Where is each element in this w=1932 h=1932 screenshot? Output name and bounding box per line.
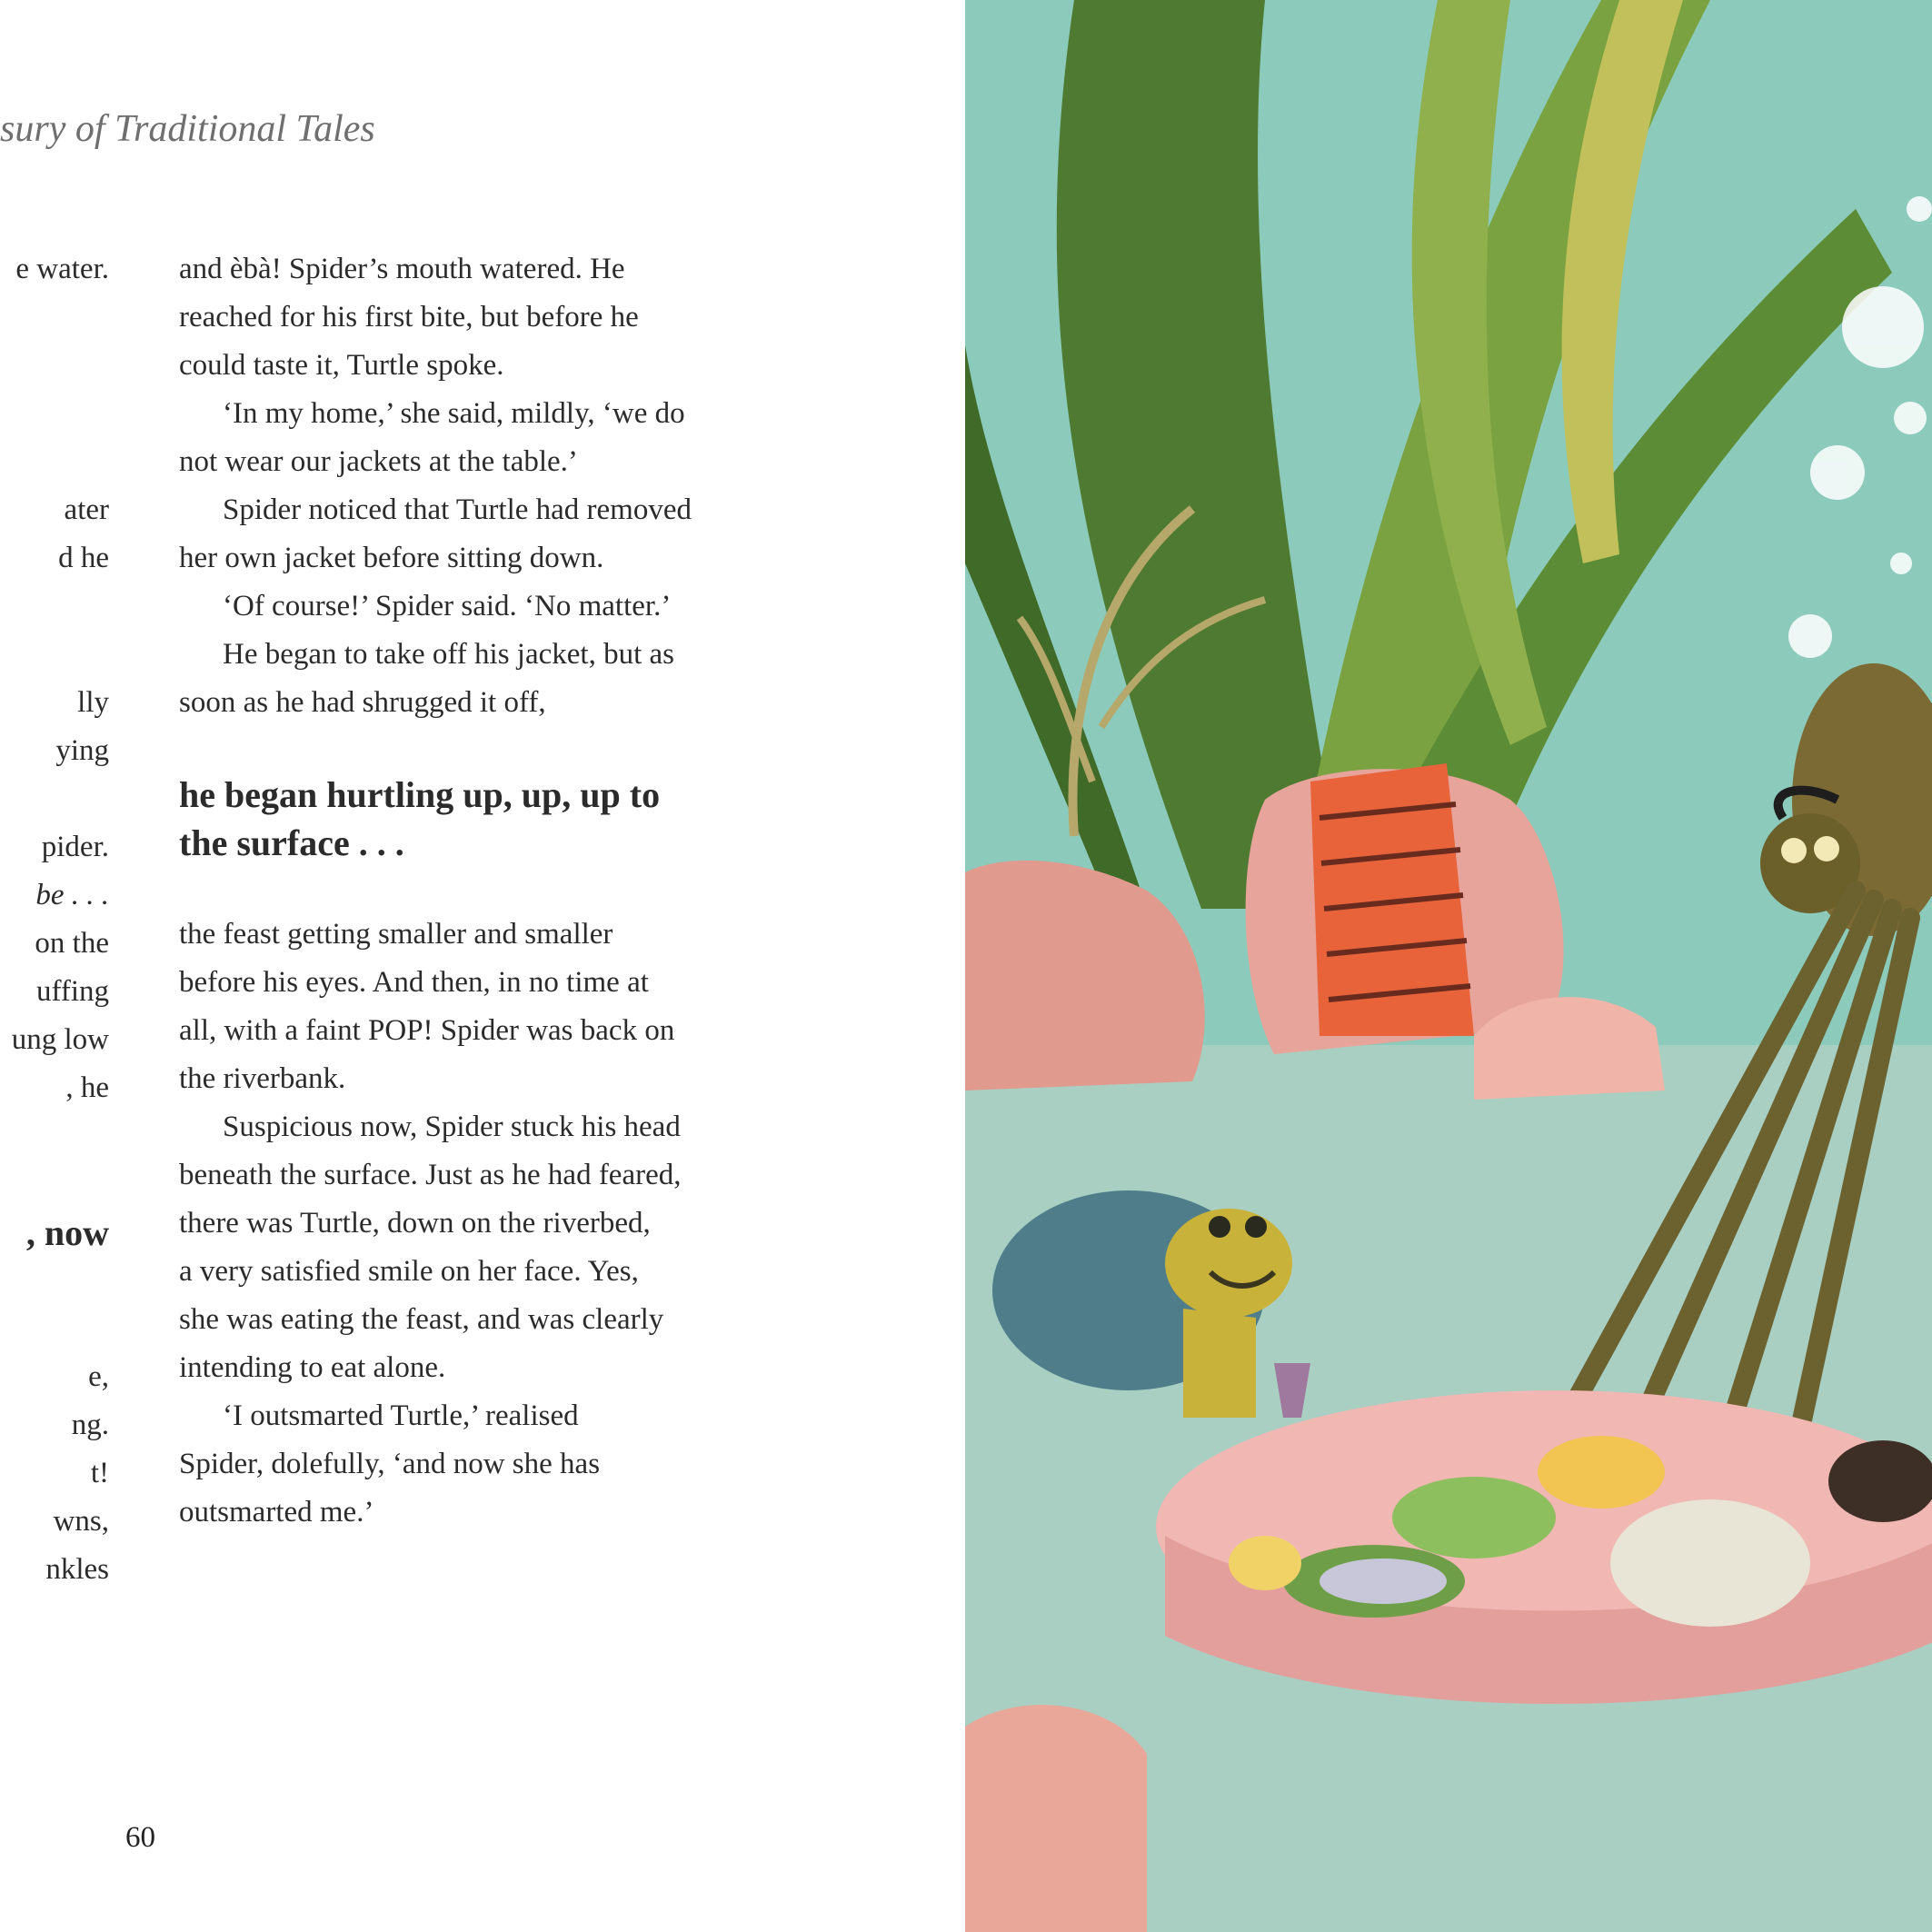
- text-line: Suspicious now, Spider stuck his head: [223, 1110, 681, 1143]
- text-line: intending to eat alone.: [179, 1351, 446, 1384]
- callout-line: he began hurtling up, up, up to: [179, 774, 661, 815]
- fragment-line: [0, 342, 109, 390]
- fragment-line: ng.: [71, 1409, 109, 1441]
- right-column-text: [179, 245, 761, 1537]
- text-line: ‘I outsmarted Turtle,’ realised: [223, 1399, 579, 1432]
- fragment-line: pider.: [41, 831, 109, 863]
- paragraph: [179, 583, 761, 631]
- fragment-line: be . . .: [35, 879, 109, 911]
- text-line: there was Turtle, down on the riverbed,: [179, 1207, 651, 1240]
- text-line: He began to take off his jacket, but as: [223, 638, 674, 671]
- paragraph: [179, 631, 761, 727]
- fragment-line: ater: [64, 493, 109, 526]
- fragment-line: wns,: [53, 1505, 109, 1538]
- fragment-line: uffing: [35, 975, 109, 1008]
- fragment-line: e water.: [15, 253, 109, 285]
- text-line: ‘Of course!’ Spider said. ‘No matter.’: [223, 590, 672, 622]
- text-line: the feast getting smaller and smaller: [179, 918, 613, 951]
- text-line: all, with a faint POP! Spider was back on: [179, 1014, 675, 1047]
- left-column-fragment: [0, 245, 109, 1594]
- fragment-line: , now: [25, 1212, 109, 1253]
- text-line: beneath the surface. Just as he had feared,: [179, 1159, 682, 1191]
- fragment-line: [0, 631, 109, 679]
- text-line: her own jacket before sitting down.: [179, 542, 604, 574]
- fragment-line: [0, 294, 109, 342]
- text-line: a very satisfied smile on her face. Yes,: [179, 1255, 639, 1288]
- fragment-line: [0, 1257, 109, 1305]
- text-line: reached for his first bite, but before he: [179, 301, 639, 334]
- text-line: the riverbank.: [179, 1062, 346, 1095]
- fragment-line: nkles: [45, 1553, 109, 1586]
- fragment-line: [0, 390, 109, 438]
- text-line: and èbà! Spider’s mouth watered. He: [179, 253, 625, 285]
- text-line: soon as he had shrugged it off,: [179, 686, 546, 719]
- fragment-line: [0, 1305, 109, 1353]
- fragment-line: ying: [55, 734, 109, 767]
- fragment-line: [0, 1160, 109, 1209]
- text-line: she was eating the feast, and was clearly: [179, 1303, 664, 1336]
- text-line: Spider noticed that Turtle had removed: [223, 493, 692, 526]
- left-page: [0, 0, 965, 1932]
- callout-line: the surface . . .: [179, 822, 404, 863]
- text-line: ‘In my home,’ she said, mildly, ‘we do: [223, 397, 685, 430]
- paragraph: [179, 1392, 761, 1537]
- callout: [179, 771, 761, 867]
- fragment-line: [0, 583, 109, 631]
- fragment-line: , he: [65, 1071, 109, 1104]
- fragment-line: [0, 1112, 109, 1160]
- text-line: outsmarted me.’: [179, 1496, 374, 1529]
- text-line: Spider, dolefully, ‘and now she has: [179, 1448, 601, 1480]
- text-line: could taste it, Turtle spoke.: [179, 349, 504, 382]
- illustration-page: [965, 0, 1932, 1932]
- text-line: not wear our jackets at the table.’: [179, 445, 578, 478]
- fragment-line: d he: [58, 542, 109, 574]
- fragment-line: [0, 775, 109, 823]
- fragment-line: e,: [88, 1360, 109, 1393]
- paragraph: [179, 1103, 761, 1392]
- fragment-line: t!: [90, 1457, 109, 1489]
- fragment-line: [0, 438, 109, 486]
- page-number: 60: [125, 1821, 155, 1854]
- woven-cloth: [1310, 763, 1474, 1036]
- fragment-line: lly: [77, 686, 109, 719]
- paragraph: [179, 911, 761, 1103]
- paragraph: [179, 390, 761, 486]
- paragraph: [179, 245, 761, 390]
- fragment-line: on the: [35, 927, 109, 960]
- paragraph: [179, 486, 761, 583]
- running-head: sury of Traditional Tales: [0, 108, 375, 150]
- text-line: before his eyes. And then, in no time at: [179, 966, 649, 999]
- fragment-line: ung low: [11, 1023, 109, 1056]
- underwater-feast-illustration: [965, 0, 1932, 1932]
